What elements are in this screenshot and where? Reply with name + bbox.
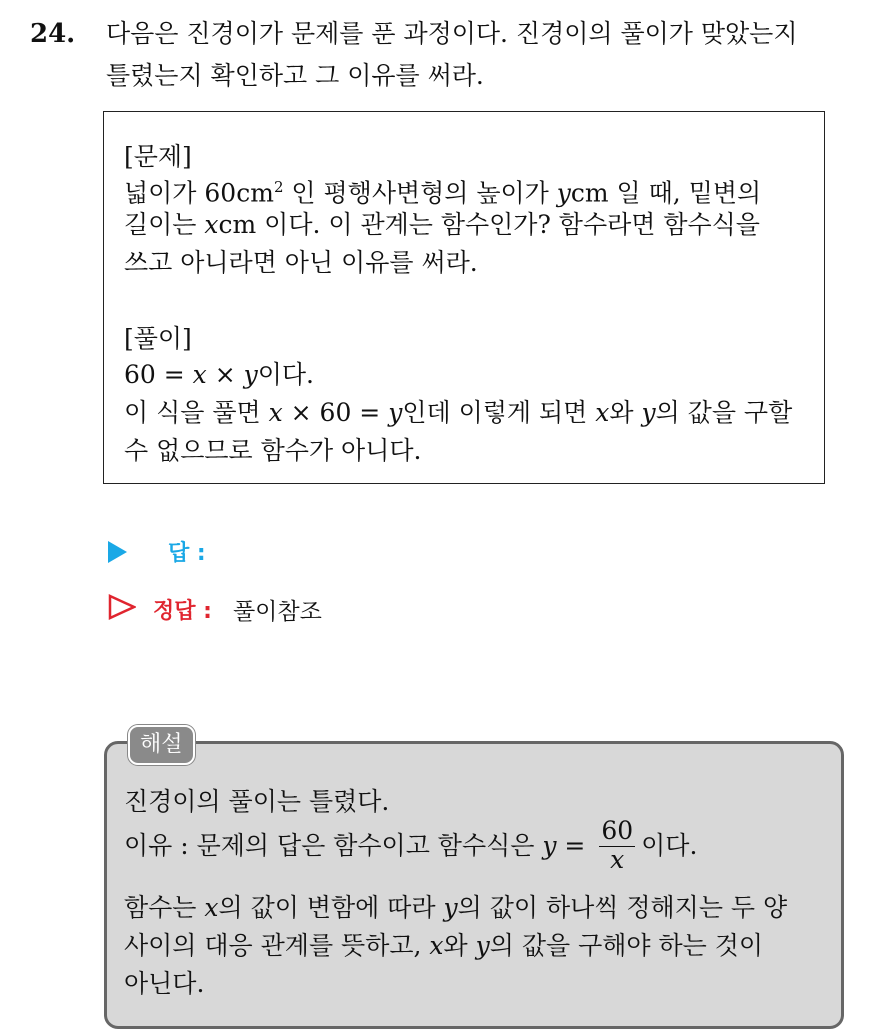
explanation-tag: 해설	[128, 725, 195, 765]
problem-line-1: 넓이가 $60cm^2$ 인 평행사변형의 높이가 ycm 일 때, 밑변의	[124, 178, 762, 208]
question-number: 24.	[30, 19, 76, 49]
fraction-60-over-x: $\frac{60}{x}$	[601, 816, 634, 874]
solution-line-3: 수 없으므로 함수가 아니다.	[124, 436, 422, 465]
problem-line-2: 길이는 xcm 이다. 이 관계는 함수인가? 함수라면 함수식을	[124, 210, 760, 239]
solution-line-1: 60 = x × y이다.	[124, 360, 314, 389]
question-text-line-2: 틀렸는지 확인하고 그 이유를 써라.	[106, 61, 484, 90]
correct-answer-row	[108, 593, 322, 626]
play-triangle-icon	[108, 541, 127, 563]
explanation-line-3: 함수는 x의 값이 변함에 따라 y의 값이 하나씩 정해지는 두 양	[124, 893, 788, 922]
explanation-line-5: 아닌다.	[124, 969, 205, 998]
problem-header: [문제]	[124, 142, 192, 171]
question-text-line-1: 다음은 진경이가 문제를 푼 과정이다. 진경이의 풀이가 맞았는지	[106, 19, 798, 48]
explanation-line-1: 진경이의 풀이는 틀렸다.	[124, 787, 390, 816]
correct-answer-label: 정답 :	[153, 599, 212, 624]
problem-box	[103, 111, 825, 484]
problem-line-3: 쓰고 아니라면 아닌 이유를 써라.	[124, 248, 478, 277]
explanation-line-2: 이유 : 문제의 답은 함수이고 함수식은 y = $\frac{60}{x}$ 이다.	[124, 816, 698, 874]
answer-row	[108, 536, 206, 567]
answer-label: 답 :	[168, 541, 206, 566]
correct-answer-value: 풀이참조	[232, 599, 322, 625]
solution-line-2: 이 식을 풀면 x × 60 = y인데 이렇게 되면 x와 y의 값을 구할	[124, 398, 793, 427]
explanation-line-4: 사이의 대응 관계를 뜻하고, x와 y의 값을 구해야 하는 것이	[124, 931, 764, 960]
solution-header: [풀이]	[124, 324, 192, 353]
outline-triangle-icon	[108, 594, 136, 626]
